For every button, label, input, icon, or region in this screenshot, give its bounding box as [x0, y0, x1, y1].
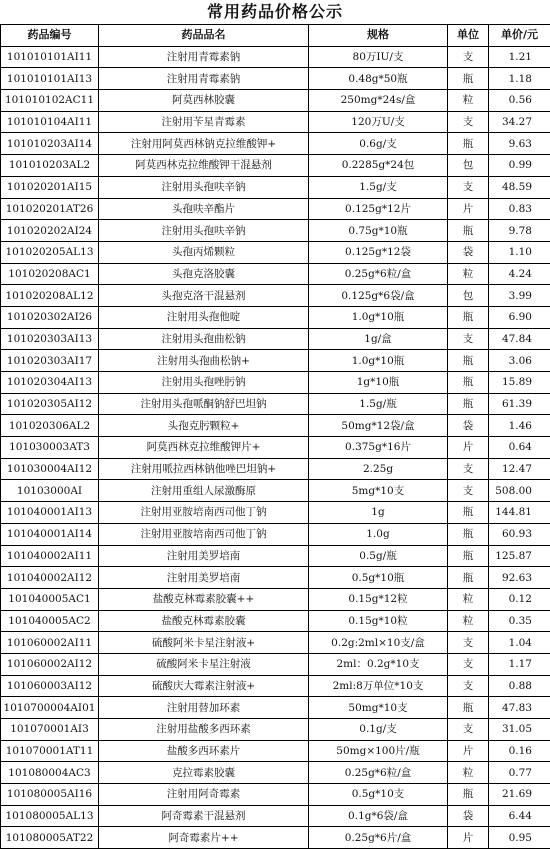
- unit-cell: 支: [448, 675, 489, 697]
- table-row: [1, 220, 550, 242]
- drug-code-cell: 101060002AI12: [1, 653, 99, 675]
- unit-cell: 支: [448, 480, 489, 502]
- drug-name-cell: 注射用亚胺培南西司他丁钠: [99, 523, 309, 545]
- unit-cell: 瓶: [448, 697, 489, 719]
- drug-name-cell: 注射用重组人尿激酶原: [99, 480, 309, 502]
- price-cell: 144.81: [489, 502, 550, 524]
- table-row: [1, 350, 550, 372]
- spec-cell: 0.2g:2ml×10支/盒: [309, 632, 448, 654]
- table-row: [1, 502, 550, 524]
- table-row: [1, 458, 550, 480]
- price-cell: 0.95: [489, 827, 550, 849]
- drug-name-cell: 阿奇霉素片++: [99, 827, 309, 849]
- spec-cell: 0.6g/支: [309, 133, 448, 155]
- drug-name-cell: 盐酸克林霉素胶囊++: [99, 588, 309, 610]
- spec-cell: 1g/盒: [309, 328, 448, 350]
- price-cell: 508.00: [489, 480, 550, 502]
- unit-cell: 粒: [448, 588, 489, 610]
- price-cell: 3.99: [489, 285, 550, 307]
- drug-code-cell: 101010203AL2: [1, 155, 99, 177]
- price-cell: 9.63: [489, 133, 550, 155]
- unit-cell: 支: [448, 46, 489, 68]
- price-cell: 92.63: [489, 567, 550, 589]
- drug-code-cell: 101010101AI11: [1, 46, 99, 68]
- spec-cell: 0.48g*50瓶: [309, 68, 448, 90]
- table-row: [1, 285, 550, 307]
- table-row: [1, 588, 550, 610]
- drug-code-cell: 101020302AI26: [1, 306, 99, 328]
- price-cell: 1.21: [489, 46, 550, 68]
- unit-cell: 包: [448, 285, 489, 307]
- spec-cell: 0.375g*16片: [309, 437, 448, 459]
- unit-cell: 袋: [448, 805, 489, 827]
- header-unit: 单位: [448, 25, 489, 47]
- price-cell: 15.89: [489, 372, 550, 394]
- drug-code-cell: 101040001AI14: [1, 523, 99, 545]
- drug-name-cell: 注射用盐酸多西环素: [99, 719, 309, 741]
- spec-cell: 0.2285g*24包: [309, 155, 448, 177]
- price-cell: 0.56: [489, 90, 550, 112]
- header-drug-name: 药品品名: [99, 25, 309, 47]
- drug-name-cell: 阿莫西林克拉维酸钾干混悬剂: [99, 155, 309, 177]
- price-cell: 3.06: [489, 350, 550, 372]
- unit-cell: 粒: [448, 90, 489, 112]
- table-row: [1, 306, 550, 328]
- unit-cell: 瓶: [448, 393, 489, 415]
- drug-name-cell: 头孢克洛胶囊: [99, 263, 309, 285]
- table-row: [1, 523, 550, 545]
- drug-name-cell: 注射用亚胺培南西司他丁钠: [99, 502, 309, 524]
- price-cell: 1.17: [489, 653, 550, 675]
- table-row: [1, 133, 550, 155]
- spec-cell: 0.5g*10瓶: [309, 567, 448, 589]
- unit-cell: 粒: [448, 610, 489, 632]
- drug-code-cell: 101020304AI13: [1, 372, 99, 394]
- table-row: [1, 740, 550, 762]
- spec-cell: 0.125g*12片: [309, 198, 448, 220]
- spec-cell: 80万IU/支: [309, 46, 448, 68]
- table-row: [1, 827, 550, 849]
- drug-name-cell: 注射用阿莫西林钠克拉维酸钾+: [99, 133, 309, 155]
- table-row: [1, 567, 550, 589]
- price-cell: 34.27: [489, 111, 550, 133]
- spec-cell: 0.5g*10支: [309, 784, 448, 806]
- drug-code-cell: 101020208AL12: [1, 285, 99, 307]
- spec-cell: 1.0g*10瓶: [309, 306, 448, 328]
- spec-cell: 2.25g: [309, 458, 448, 480]
- drug-code-cell: 101020205AL13: [1, 241, 99, 263]
- spec-cell: 0.25g*6粒/盒: [309, 263, 448, 285]
- table-row: [1, 697, 550, 719]
- table-row: [1, 437, 550, 459]
- price-cell: 21.69: [489, 784, 550, 806]
- table-row: [1, 415, 550, 437]
- unit-cell: 瓶: [448, 133, 489, 155]
- table-row: [1, 610, 550, 632]
- price-cell: 61.39: [489, 393, 550, 415]
- price-cell: 1.46: [489, 415, 550, 437]
- spec-cell: 50mg*10支: [309, 697, 448, 719]
- unit-cell: 支: [448, 111, 489, 133]
- drug-code-cell: 1010700004AI01: [1, 697, 99, 719]
- drug-code-cell: 101020201AI15: [1, 176, 99, 198]
- table-row: [1, 675, 550, 697]
- unit-cell: 片: [448, 740, 489, 762]
- drug-name-cell: 头孢克洛干混悬剂: [99, 285, 309, 307]
- unit-cell: 支: [448, 176, 489, 198]
- unit-cell: 支: [448, 632, 489, 654]
- drug-code-cell: 101010203AI14: [1, 133, 99, 155]
- table-row: [1, 805, 550, 827]
- drug-name-cell: 头孢呋辛酯片: [99, 198, 309, 220]
- drug-name-cell: 盐酸克林霉素胶囊: [99, 610, 309, 632]
- drug-code-cell: 101010104AI11: [1, 111, 99, 133]
- price-cell: 47.83: [489, 697, 550, 719]
- drug-code-cell: 101060003AI12: [1, 675, 99, 697]
- spec-cell: 0.25g*6粒/盒: [309, 762, 448, 784]
- drug-code-cell: 10103000AI: [1, 480, 99, 502]
- price-cell: 0.83: [489, 198, 550, 220]
- unit-cell: 瓶: [448, 68, 489, 90]
- spec-cell: 0.5g/瓶: [309, 545, 448, 567]
- drug-code-cell: 101020303AI13: [1, 328, 99, 350]
- unit-cell: 片: [448, 827, 489, 849]
- price-cell: 0.99: [489, 155, 550, 177]
- price-cell: 0.12: [489, 588, 550, 610]
- drug-code-cell: 101020305AI12: [1, 393, 99, 415]
- table-row: [1, 784, 550, 806]
- spec-cell: 0.15g*12粒: [309, 588, 448, 610]
- drug-name-cell: 硫酸阿米卡星注射液: [99, 653, 309, 675]
- header-price: 单价/元: [489, 25, 550, 47]
- spec-cell: 0.25g*6片/盒: [309, 827, 448, 849]
- table-row: [1, 719, 550, 741]
- drug-name-cell: 硫酸阿米卡星注射液+: [99, 632, 309, 654]
- price-cell: 48.59: [489, 176, 550, 198]
- price-cell: 0.88: [489, 675, 550, 697]
- drug-name-cell: 注射用头孢呋辛钠: [99, 220, 309, 242]
- drug-code-cell: 101070001AI3: [1, 719, 99, 741]
- drug-code-cell: 101020202AI24: [1, 220, 99, 242]
- price-cell: 6.44: [489, 805, 550, 827]
- price-cell: 60.93: [489, 523, 550, 545]
- price-cell: 4.24: [489, 263, 550, 285]
- table-row: [1, 480, 550, 502]
- unit-cell: 支: [448, 328, 489, 350]
- unit-cell: 支: [448, 719, 489, 741]
- drug-name-cell: 阿莫西林胶囊: [99, 90, 309, 112]
- drug-name-cell: 盐酸多西环素片: [99, 740, 309, 762]
- drug-code-cell: 101080004AC3: [1, 762, 99, 784]
- table-row: [1, 198, 550, 220]
- unit-cell: 粒: [448, 263, 489, 285]
- unit-cell: 瓶: [448, 567, 489, 589]
- drug-name-cell: 注射用美罗培南: [99, 545, 309, 567]
- drug-name-cell: 阿莫西林克拉维酸钾片+: [99, 437, 309, 459]
- drug-name-cell: 阿奇霉素干混悬剂: [99, 805, 309, 827]
- price-cell: 31.05: [489, 719, 550, 741]
- table-row: [1, 545, 550, 567]
- unit-cell: 粒: [448, 762, 489, 784]
- price-cell: 1.10: [489, 241, 550, 263]
- drug-code-cell: 101040002AI12: [1, 567, 99, 589]
- table-row: [1, 90, 550, 112]
- table-row: [1, 653, 550, 675]
- drug-code-cell: 101060002AI11: [1, 632, 99, 654]
- table-row: [1, 263, 550, 285]
- drug-name-cell: 头孢克肟颗粒+: [99, 415, 309, 437]
- spec-cell: 1.0g: [309, 523, 448, 545]
- price-cell: 6.90: [489, 306, 550, 328]
- drug-name-cell: 注射用头孢曲松钠+: [99, 350, 309, 372]
- table-row: [1, 393, 550, 415]
- unit-cell: 瓶: [448, 220, 489, 242]
- page-title: 常用药品价格公示: [0, 0, 550, 24]
- price-cell: 47.84: [489, 328, 550, 350]
- spec-cell: 50mg*12袋/盒: [309, 415, 448, 437]
- drug-code-cell: 101080005AL13: [1, 805, 99, 827]
- spec-cell: 0.75g*10瓶: [309, 220, 448, 242]
- drug-name-cell: 注射用阿奇霉素: [99, 784, 309, 806]
- drug-name-cell: 注射用苄星青霉素: [99, 111, 309, 133]
- unit-cell: 袋: [448, 241, 489, 263]
- table-row: [1, 328, 550, 350]
- drug-name-cell: 注射用头孢曲松钠: [99, 328, 309, 350]
- drug-name-cell: 注射用头孢唑肟钠: [99, 372, 309, 394]
- drug-code-cell: 101020201AT26: [1, 198, 99, 220]
- drug-code-cell: 101070001AT11: [1, 740, 99, 762]
- unit-cell: 瓶: [448, 784, 489, 806]
- header-spec: 规格: [309, 25, 448, 47]
- spec-cell: 2ml：0.2g*10支: [309, 653, 448, 675]
- unit-cell: 袋: [448, 415, 489, 437]
- unit-cell: 瓶: [448, 372, 489, 394]
- drug-name-cell: 头孢丙烯颗粒: [99, 241, 309, 263]
- price-cell: 125.87: [489, 545, 550, 567]
- table-row: [1, 46, 550, 68]
- spec-cell: 1g: [309, 502, 448, 524]
- spec-cell: 1.5g/瓶: [309, 393, 448, 415]
- table-body: [1, 46, 550, 848]
- price-table: [0, 24, 550, 849]
- drug-code-cell: 101080005AI16: [1, 784, 99, 806]
- drug-name-cell: 注射用头孢哌酮钠舒巴坦钠: [99, 393, 309, 415]
- unit-cell: 瓶: [448, 545, 489, 567]
- table-row: [1, 155, 550, 177]
- drug-code-cell: 101010102AC11: [1, 90, 99, 112]
- drug-code-cell: 101020303AI17: [1, 350, 99, 372]
- spec-cell: 120万U/支: [309, 111, 448, 133]
- drug-code-cell: 101030003AT3: [1, 437, 99, 459]
- unit-cell: 瓶: [448, 306, 489, 328]
- header-drug-code: 药品编号: [1, 25, 99, 47]
- drug-name-cell: 注射用头孢呋辛钠: [99, 176, 309, 198]
- drug-code-cell: 101020306AL2: [1, 415, 99, 437]
- spec-cell: 1.5g/支: [309, 176, 448, 198]
- spec-cell: 250mg*24s/盒: [309, 90, 448, 112]
- drug-name-cell: 注射用哌拉西林钠他唑巴坦钠+: [99, 458, 309, 480]
- spec-cell: 1.0g*10瓶: [309, 350, 448, 372]
- drug-name-cell: 注射用头孢他啶: [99, 306, 309, 328]
- drug-name-cell: 注射用美罗培南: [99, 567, 309, 589]
- spec-cell: 0.125g*12袋: [309, 241, 448, 263]
- unit-cell: 支: [448, 653, 489, 675]
- price-cell: 1.04: [489, 632, 550, 654]
- spec-cell: 50mg×100片/瓶: [309, 740, 448, 762]
- table-header-row: [1, 25, 550, 47]
- unit-cell: 瓶: [448, 350, 489, 372]
- price-cell: 0.64: [489, 437, 550, 459]
- drug-name-cell: 注射用青霉素钠: [99, 46, 309, 68]
- drug-name-cell: 克拉霉素胶囊: [99, 762, 309, 784]
- unit-cell: 瓶: [448, 523, 489, 545]
- drug-name-cell: 注射用青霉素钠: [99, 68, 309, 90]
- table-row: [1, 176, 550, 198]
- price-cell: 0.35: [489, 610, 550, 632]
- table-row: [1, 241, 550, 263]
- drug-code-cell: 101030004AI12: [1, 458, 99, 480]
- spec-cell: 0.125g*6袋/盒: [309, 285, 448, 307]
- spec-cell: 1g*10瓶: [309, 372, 448, 394]
- drug-name-cell: 硫酸庆大霉素注射液+: [99, 675, 309, 697]
- table-row: [1, 68, 550, 90]
- spec-cell: 0.1g/支: [309, 719, 448, 741]
- spec-cell: 0.15g*10粒: [309, 610, 448, 632]
- drug-code-cell: 101040001AI13: [1, 502, 99, 524]
- drug-name-cell: 注射用替加环素: [99, 697, 309, 719]
- table-row: [1, 632, 550, 654]
- unit-cell: 片: [448, 198, 489, 220]
- table-row: [1, 111, 550, 133]
- spec-cell: 0.1g*6袋/盒: [309, 805, 448, 827]
- drug-code-cell: 101080005AT22: [1, 827, 99, 849]
- drug-code-cell: 101010101AI13: [1, 68, 99, 90]
- unit-cell: 片: [448, 437, 489, 459]
- price-cell: 0.77: [489, 762, 550, 784]
- unit-cell: 包: [448, 155, 489, 177]
- drug-code-cell: 101040005AC2: [1, 610, 99, 632]
- unit-cell: 支: [448, 458, 489, 480]
- drug-code-cell: 101040002AI11: [1, 545, 99, 567]
- price-cell: 1.18: [489, 68, 550, 90]
- drug-code-cell: 101040005AC1: [1, 588, 99, 610]
- price-cell: 12.47: [489, 458, 550, 480]
- spec-cell: 5mg*10支: [309, 480, 448, 502]
- spec-cell: 2ml:8万单位*10支: [309, 675, 448, 697]
- drug-code-cell: 101020208AC1: [1, 263, 99, 285]
- unit-cell: 瓶: [448, 502, 489, 524]
- price-cell: 9.78: [489, 220, 550, 242]
- table-row: [1, 372, 550, 394]
- table-row: [1, 762, 550, 784]
- price-cell: 0.16: [489, 740, 550, 762]
